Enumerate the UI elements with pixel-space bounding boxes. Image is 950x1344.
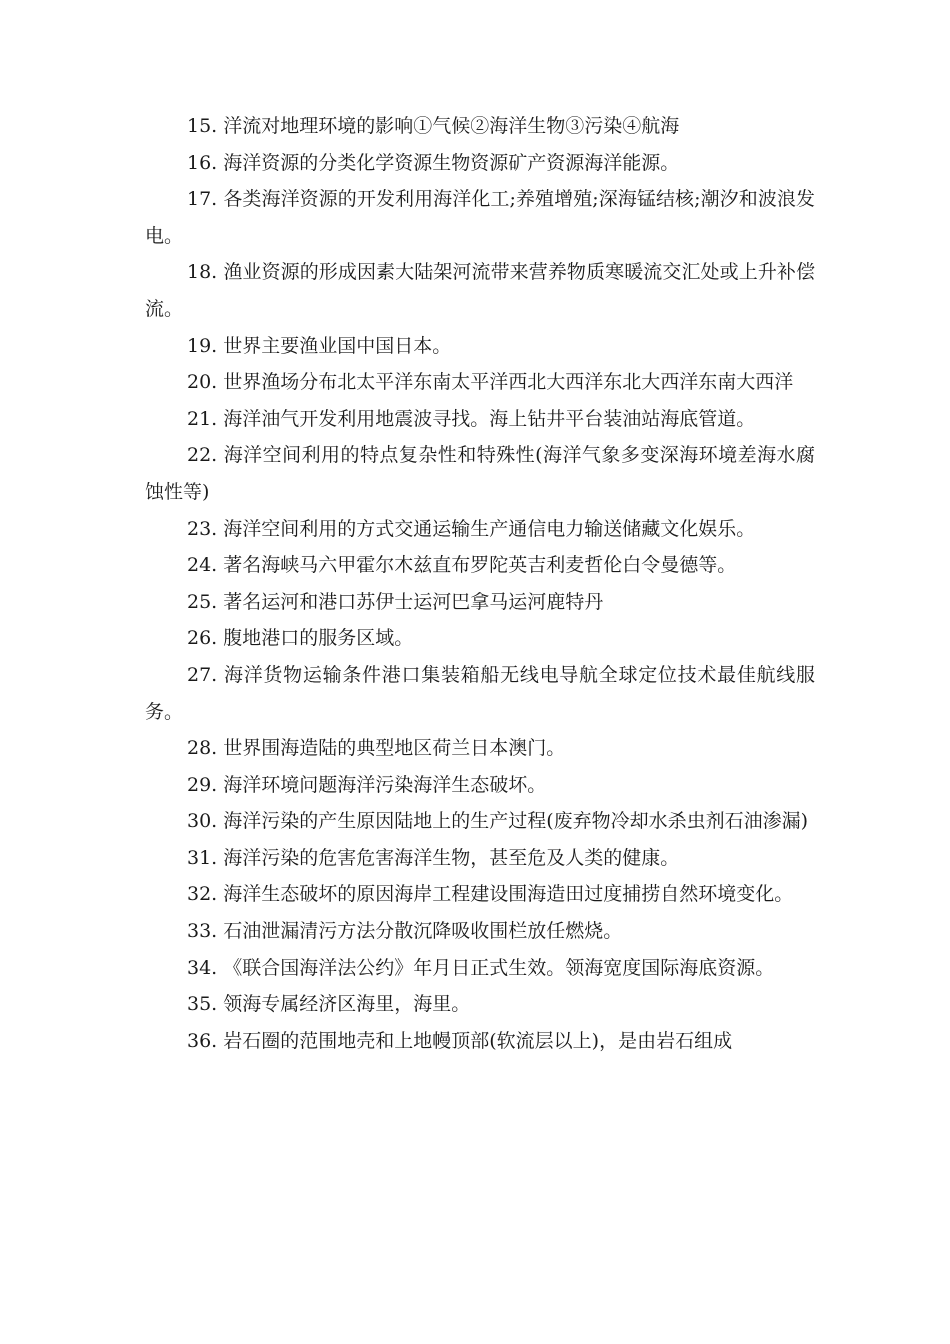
list-item: 33. 石油泄漏清污方法分散沉降吸收围栏放任燃烧。 <box>187 920 623 943</box>
list-item: 34. 《联合国海洋法公约》年月日正式生效。领海宽度国际海底资源。 <box>187 956 775 979</box>
list-item: 24. 著名海峡马六甲霍尔木兹直布罗陀英吉利麦哲伦白令曼德等。 <box>187 554 737 577</box>
list-item: 31. 海洋污染的危害危害海洋生物，甚至危及人类的健康。 <box>187 846 680 869</box>
list-item: 36. 岩石圈的范围地壳和上地幔顶部(软流层以上)，是由岩石组成 <box>187 1029 733 1052</box>
list-item: 22. 海洋空间利用的特点复杂性和特殊性(海洋气象多变深海环境差海水腐蚀性等) <box>145 444 815 503</box>
list-item: 30. 海洋污染的产生原因陆地上的生产过程(废弃物冷却水杀虫剂石油渗漏) <box>187 810 809 833</box>
list-item: 25. 著名运河和港口苏伊士运河巴拿马运河鹿特丹 <box>187 590 604 613</box>
list-item: 15. 洋流对地理环境的影响①气候②海洋生物③污染④航海 <box>187 115 680 137</box>
list-item: 16. 海洋资源的分类化学资源生物资源矿产资源海洋能源。 <box>187 151 680 174</box>
list-item: 20. 世界渔场分布北太平洋东南太平洋西北大西洋东北大西洋东南大西洋 <box>187 371 794 394</box>
list-item: 32. 海洋生态破坏的原因海岸工程建设围海造田过度捕捞自然环境变化。 <box>187 883 794 906</box>
list-item: 29. 海洋环境问题海洋污染海洋生态破坏。 <box>187 773 547 796</box>
list-item: 26. 腹地港口的服务区域。 <box>187 627 414 650</box>
list-item: 35. 领海专属经济区海里，海里。 <box>187 993 471 1016</box>
list-item: 23. 海洋空间利用的方式交通运输生产通信电力输送储藏文化娱乐。 <box>187 517 756 540</box>
list-item: 17. 各类海洋资源的开发利用海洋化工;养殖增殖;深海锰结核;潮汐和波浪发电。 <box>145 188 815 247</box>
list-item: 28. 世界围海造陆的典型地区荷兰日本澳门。 <box>187 737 566 760</box>
document-page <box>145 108 815 1059</box>
list-item: 21. 海洋油气开发利用地震波寻找。海上钻井平台装油站海底管道。 <box>187 407 756 430</box>
list-item: 18. 渔业资源的形成因素大陆架河流带来营养物质寒暖流交汇处或上升补偿流。 <box>145 261 815 320</box>
list-item: 27. 海洋货物运输条件港口集装箱船无线电导航全球定位技术最佳航线服务。 <box>145 663 815 723</box>
list-item: 19. 世界主要渔业国中国日本。 <box>187 334 452 357</box>
